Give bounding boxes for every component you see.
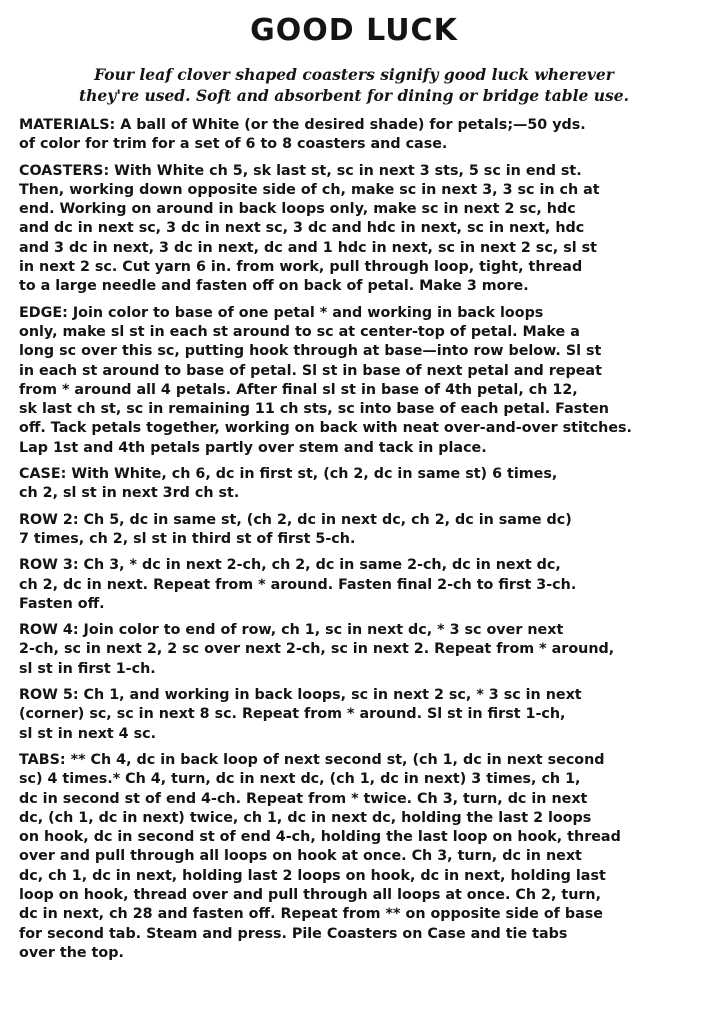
instruction-line: dc, (ch 1, dc in next) twice, ch 1, dc in next dc, holding the last 2 loops bbox=[19, 809, 592, 826]
section-label: COASTERS: bbox=[19, 162, 110, 179]
instruction-line: 7 times, ch 2, sl st in third st of first 5-ch. bbox=[19, 530, 356, 547]
instruction-line: loop on hook, thread over and pull through all loops at once. Ch 2, turn, bbox=[19, 886, 602, 903]
section-label: CASE: bbox=[19, 466, 67, 483]
section-text: Join color to base of one petal * and working in back loops bbox=[67, 304, 544, 321]
instruction-line: in next 2 sc. Cut yarn 6 in. from work, pull through loop, tight, thread bbox=[19, 259, 583, 276]
instruction-line: sk last ch st, sc in remaining 11 ch sts, sc into base of each petal. Fasten bbox=[19, 401, 609, 418]
instruction-line: (corner) sc, sc in next 8 sc. Repeat from * around. Sl st in first 1-ch, bbox=[19, 706, 566, 723]
instruction-line: from * around all 4 petals. After final sl st in base of 4th petal, ch 12, bbox=[19, 381, 578, 398]
instruction-line bbox=[19, 116, 689, 135]
instruction-line: to a large needle and fasten off on back of petal. Make 3 more. bbox=[19, 278, 529, 295]
instruction-section bbox=[19, 511, 689, 550]
instruction-line bbox=[19, 162, 689, 181]
section-text: With White, ch 6, dc in first st, (ch 2, dc in same st) 6 times, bbox=[66, 466, 558, 483]
instruction-section bbox=[19, 465, 689, 504]
instruction-line: and 3 dc in next, 3 dc in next, dc and 1 hdc in next, sc in next 2 sc, sl st bbox=[19, 239, 597, 256]
section-text: Ch 1, and working in back loops, sc in next 2 sc, * 3 sc in next bbox=[78, 687, 582, 704]
instruction-line: sc) 4 times.* Ch 4, turn, dc in next dc, (ch 1, dc in next) 3 times, ch 1, bbox=[19, 771, 581, 788]
section-text: Join color to end of row, ch 1, sc in next dc, * 3 sc over next bbox=[78, 622, 564, 639]
instruction-section bbox=[19, 116, 689, 155]
instruction-line: Fasten off. bbox=[19, 595, 105, 612]
instruction-section bbox=[19, 304, 689, 458]
section-label: ROW 4: bbox=[19, 622, 79, 639]
instruction-section bbox=[19, 686, 689, 744]
instruction-line: over the top. bbox=[19, 944, 124, 961]
instruction-line: in each st around to base of petal. Sl st in base of next petal and repeat bbox=[19, 362, 602, 379]
instruction-line: off. Tack petals together, working on back with neat over-and-over stitches. bbox=[19, 420, 632, 437]
instruction-line: ch 2, dc in next. Repeat from * around. Fasten final 2-ch to first 3-ch. bbox=[19, 576, 577, 593]
instructions-body bbox=[19, 116, 689, 963]
instruction-line: dc in second st of end 4-ch. Repeat from * twice. Ch 3, turn, dc in next bbox=[19, 790, 588, 807]
instruction-line: only, make sl st in each st around to sc at center-top of petal. Make a bbox=[19, 323, 580, 340]
instruction-line: sl st in next 4 sc. bbox=[19, 725, 157, 742]
intro-line: Four leaf clover shaped coasters signify good luck wherever bbox=[94, 65, 614, 84]
section-text: A ball of White (or the desired shade) for petals;—50 yds. bbox=[115, 117, 586, 133]
instruction-line bbox=[19, 686, 689, 705]
section-text: Ch 5, dc in same st, (ch 2, dc in next dc, ch 2, dc in same dc) bbox=[78, 511, 572, 528]
instruction-line: Lap 1st and 4th petals partly over stem and tack in place. bbox=[19, 439, 487, 456]
intro-text bbox=[19, 64, 689, 106]
section-label: MATERIALS: bbox=[19, 117, 116, 133]
section-text: Ch 3, * dc in next 2-ch, ch 2, dc in same 2-ch, dc in next dc, bbox=[78, 557, 561, 574]
instruction-line bbox=[19, 511, 689, 530]
section-label: EDGE: bbox=[19, 304, 68, 321]
instruction-section bbox=[19, 162, 689, 297]
instruction-line: of color for trim for a set of 6 to 8 coasters and case. bbox=[19, 136, 448, 153]
section-label: ROW 5: bbox=[19, 687, 79, 704]
instruction-line bbox=[19, 304, 689, 323]
instruction-line: 2-ch, sc in next 2, 2 sc over next 2-ch, sc in next 2. Repeat from * around, bbox=[19, 641, 615, 658]
instruction-section bbox=[19, 556, 689, 614]
section-text: With White ch 5, sk last st, sc in next 3 sts, 5 sc in end st. bbox=[109, 162, 582, 179]
page-title: GOOD LUCK bbox=[250, 13, 458, 48]
section-text: ** Ch 4, dc in back loop of next second st, (ch 1, dc in next second bbox=[65, 751, 605, 768]
instruction-line bbox=[19, 465, 689, 484]
instruction-line bbox=[19, 751, 689, 770]
instruction-line: long sc over this sc, putting hook through at base—into row below. Sl st bbox=[19, 343, 602, 360]
instruction-line: on hook, dc in second st of end 4-ch, holding the last loop on hook, thread bbox=[19, 829, 621, 846]
instruction-line: dc, ch 1, dc in next, holding last 2 loops on hook, dc in next, holding last bbox=[19, 867, 606, 884]
instruction-line: dc in next, ch 28 and fasten off. Repeat from ** on opposite side of base bbox=[19, 906, 603, 923]
intro-line: they're used. Soft and absorbent for dining or bridge table use. bbox=[78, 86, 629, 105]
instruction-line: and dc in next sc, 3 dc in next sc, 3 dc and hdc in next, sc in next, hdc bbox=[19, 220, 585, 237]
instruction-line: for second tab. Steam and press. Pile Coasters on Case and tie tabs bbox=[19, 925, 568, 942]
instruction-line: over and pull through all loops on hook at once. Ch 3, turn, dc in next bbox=[19, 848, 582, 865]
instruction-section bbox=[19, 751, 689, 963]
instruction-line bbox=[19, 621, 689, 640]
instruction-line: ch 2, sl st in next 3rd ch st. bbox=[19, 485, 240, 502]
instruction-line bbox=[19, 556, 689, 575]
section-label: ROW 2: bbox=[19, 511, 79, 528]
instruction-line: Then, working down opposite side of ch, make sc in next 3, 3 sc in ch at bbox=[19, 181, 600, 198]
instruction-section bbox=[19, 621, 689, 679]
instruction-line: end. Working on around in back loops only, make sc in next 2 sc, hdc bbox=[19, 201, 576, 218]
instruction-line: sl st in first 1-ch. bbox=[19, 660, 156, 677]
section-label: ROW 3: bbox=[19, 557, 79, 574]
section-label: TABS: bbox=[19, 751, 66, 768]
